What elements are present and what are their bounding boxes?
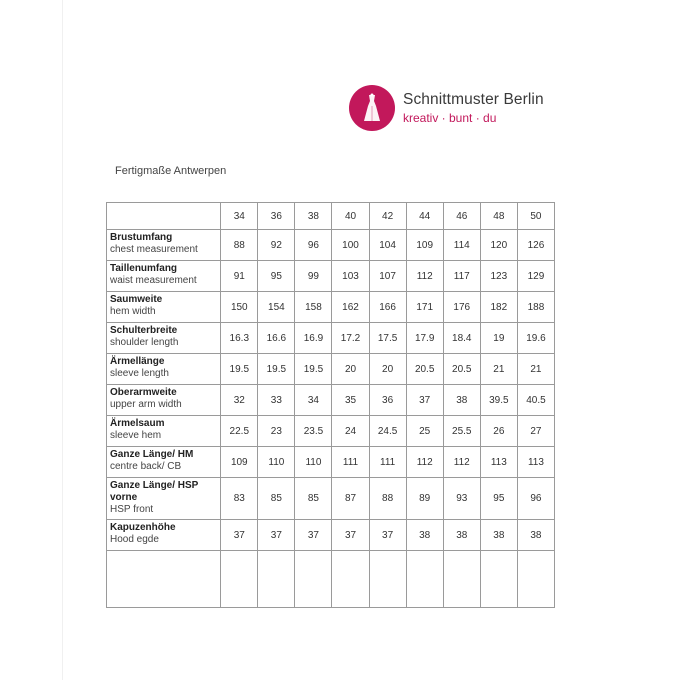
row-label-english: shoulder length: [110, 337, 179, 348]
row-label-german: Ganze Länge/ HSP vorne: [110, 480, 199, 503]
value-cell: 126: [517, 230, 554, 261]
value-cell: 19.5: [258, 354, 295, 385]
value-cell: 37: [295, 520, 332, 551]
value-cell: 36: [369, 385, 406, 416]
row-label-german: Ganze Länge/ HM: [110, 449, 194, 460]
value-cell: 19.5: [295, 354, 332, 385]
row-label-english: Hood egde: [110, 534, 159, 545]
value-cell: 129: [517, 261, 554, 292]
empty-cell: [443, 551, 480, 608]
value-cell: 16.9: [295, 323, 332, 354]
empty-cell: [480, 551, 517, 608]
row-label-german: Brustumfang: [110, 232, 173, 243]
row-label-german: Kapuzenhöhe: [110, 522, 176, 533]
corner-cell: [107, 203, 221, 230]
value-cell: 24.5: [369, 416, 406, 447]
value-cell: 150: [221, 292, 258, 323]
row-label: [107, 447, 221, 478]
empty-row: [107, 551, 555, 608]
value-cell: 85: [258, 478, 295, 520]
value-cell: 110: [295, 447, 332, 478]
value-cell: 107: [369, 261, 406, 292]
header-row: [107, 203, 555, 230]
table-row: [107, 416, 555, 447]
value-cell: 95: [480, 478, 517, 520]
empty-cell: [332, 551, 369, 608]
value-cell: 16.3: [221, 323, 258, 354]
value-cell: 104: [369, 230, 406, 261]
row-label-english: hem width: [110, 306, 156, 317]
page-edge: [62, 0, 63, 680]
row-label: [107, 323, 221, 354]
table-row: [107, 323, 555, 354]
value-cell: 17.2: [332, 323, 369, 354]
size-header-40: 40: [332, 203, 369, 230]
row-label-german: Ärmelsaum: [110, 418, 165, 429]
row-label-english: waist measurement: [110, 275, 197, 286]
value-cell: 158: [295, 292, 332, 323]
table-row: [107, 230, 555, 261]
value-cell: 38: [480, 520, 517, 551]
row-label-english: upper arm width: [110, 399, 182, 410]
value-cell: 103: [332, 261, 369, 292]
row-label-english: HSP front: [110, 504, 154, 515]
value-cell: 23.5: [295, 416, 332, 447]
row-label: [107, 261, 221, 292]
row-label-english: chest measurement: [110, 244, 198, 255]
value-cell: 110: [258, 447, 295, 478]
value-cell: 40.5: [517, 385, 554, 416]
row-label: [107, 416, 221, 447]
value-cell: 37: [369, 520, 406, 551]
value-cell: 23: [258, 416, 295, 447]
row-label: [107, 292, 221, 323]
value-cell: 25: [406, 416, 443, 447]
table-row: [107, 261, 555, 292]
value-cell: 34: [295, 385, 332, 416]
value-cell: 25.5: [443, 416, 480, 447]
value-cell: 19: [480, 323, 517, 354]
value-cell: 83: [221, 478, 258, 520]
row-label-german: Schulterbreite: [110, 325, 178, 336]
empty-cell: [221, 551, 258, 608]
value-cell: 88: [369, 478, 406, 520]
row-label: [107, 230, 221, 261]
value-cell: 37: [221, 520, 258, 551]
value-cell: 27: [517, 416, 554, 447]
size-header-48: 48: [480, 203, 517, 230]
row-label-english: sleeve hem: [110, 430, 162, 441]
table-row: [107, 478, 555, 520]
brand-tagline: kreativ · bunt · du: [403, 111, 497, 125]
value-cell: 171: [406, 292, 443, 323]
value-cell: 22.5: [221, 416, 258, 447]
value-cell: 37: [258, 520, 295, 551]
value-cell: 123: [480, 261, 517, 292]
row-label-german: Oberarmweite: [110, 387, 177, 398]
value-cell: 109: [221, 447, 258, 478]
value-cell: 32: [221, 385, 258, 416]
empty-cell: [406, 551, 443, 608]
value-cell: 35: [332, 385, 369, 416]
value-cell: 111: [369, 447, 406, 478]
empty-cell: [258, 551, 295, 608]
value-cell: 18.4: [443, 323, 480, 354]
value-cell: 39.5: [480, 385, 517, 416]
value-cell: 33: [258, 385, 295, 416]
row-label-english: centre back/ CB: [110, 461, 182, 472]
value-cell: 17.5: [369, 323, 406, 354]
table-row: [107, 354, 555, 385]
value-cell: 93: [443, 478, 480, 520]
value-cell: 21: [517, 354, 554, 385]
value-cell: 154: [258, 292, 295, 323]
table-row: [107, 385, 555, 416]
value-cell: 88: [221, 230, 258, 261]
value-cell: 16.6: [258, 323, 295, 354]
value-cell: 117: [443, 261, 480, 292]
value-cell: 17.9: [406, 323, 443, 354]
value-cell: 89: [406, 478, 443, 520]
value-cell: 38: [406, 520, 443, 551]
value-cell: 112: [406, 447, 443, 478]
value-cell: 182: [480, 292, 517, 323]
brand-name: Schnittmuster Berlin: [403, 91, 544, 108]
value-cell: 96: [295, 230, 332, 261]
value-cell: 91: [221, 261, 258, 292]
document-title: Fertigmaße Antwerpen: [115, 165, 227, 177]
value-cell: 20.5: [406, 354, 443, 385]
row-label-german: Ärmellänge: [110, 356, 165, 367]
row-label: [107, 478, 221, 520]
value-cell: 20: [332, 354, 369, 385]
value-cell: 111: [332, 447, 369, 478]
value-cell: 19.6: [517, 323, 554, 354]
brand-logo: [349, 85, 544, 131]
measurement-table: [106, 202, 555, 608]
table-row: [107, 520, 555, 551]
value-cell: 176: [443, 292, 480, 323]
value-cell: 20: [369, 354, 406, 385]
value-cell: 38: [443, 520, 480, 551]
row-label-english: sleeve length: [110, 368, 169, 379]
empty-cell: [107, 551, 221, 608]
empty-cell: [369, 551, 406, 608]
dress-icon: [349, 85, 395, 131]
dress-icon-svg: [359, 92, 385, 124]
value-cell: 113: [517, 447, 554, 478]
row-label-german: Taillenumfang: [110, 263, 178, 274]
value-cell: 114: [443, 230, 480, 261]
table-row: [107, 292, 555, 323]
value-cell: 95: [258, 261, 295, 292]
value-cell: 113: [480, 447, 517, 478]
row-label: [107, 520, 221, 551]
empty-cell: [295, 551, 332, 608]
size-header-38: 38: [295, 203, 332, 230]
value-cell: 188: [517, 292, 554, 323]
empty-cell: [517, 551, 554, 608]
value-cell: 120: [480, 230, 517, 261]
value-cell: 38: [443, 385, 480, 416]
size-header-36: 36: [258, 203, 295, 230]
row-label-german: Saumweite: [110, 294, 163, 305]
size-header-44: 44: [406, 203, 443, 230]
value-cell: 26: [480, 416, 517, 447]
value-cell: 20.5: [443, 354, 480, 385]
size-header-34: 34: [221, 203, 258, 230]
value-cell: 24: [332, 416, 369, 447]
size-header-42: 42: [369, 203, 406, 230]
value-cell: 166: [369, 292, 406, 323]
value-cell: 87: [332, 478, 369, 520]
size-header-46: 46: [443, 203, 480, 230]
value-cell: 96: [517, 478, 554, 520]
value-cell: 112: [406, 261, 443, 292]
value-cell: 92: [258, 230, 295, 261]
value-cell: 19.5: [221, 354, 258, 385]
value-cell: 162: [332, 292, 369, 323]
row-label: [107, 354, 221, 385]
size-header-50: 50: [517, 203, 554, 230]
value-cell: 37: [332, 520, 369, 551]
value-cell: 100: [332, 230, 369, 261]
value-cell: 21: [480, 354, 517, 385]
value-cell: 85: [295, 478, 332, 520]
value-cell: 112: [443, 447, 480, 478]
value-cell: 99: [295, 261, 332, 292]
value-cell: 109: [406, 230, 443, 261]
value-cell: 38: [517, 520, 554, 551]
table-row: [107, 447, 555, 478]
value-cell: 37: [406, 385, 443, 416]
row-label: [107, 385, 221, 416]
brand-text: [403, 91, 544, 125]
